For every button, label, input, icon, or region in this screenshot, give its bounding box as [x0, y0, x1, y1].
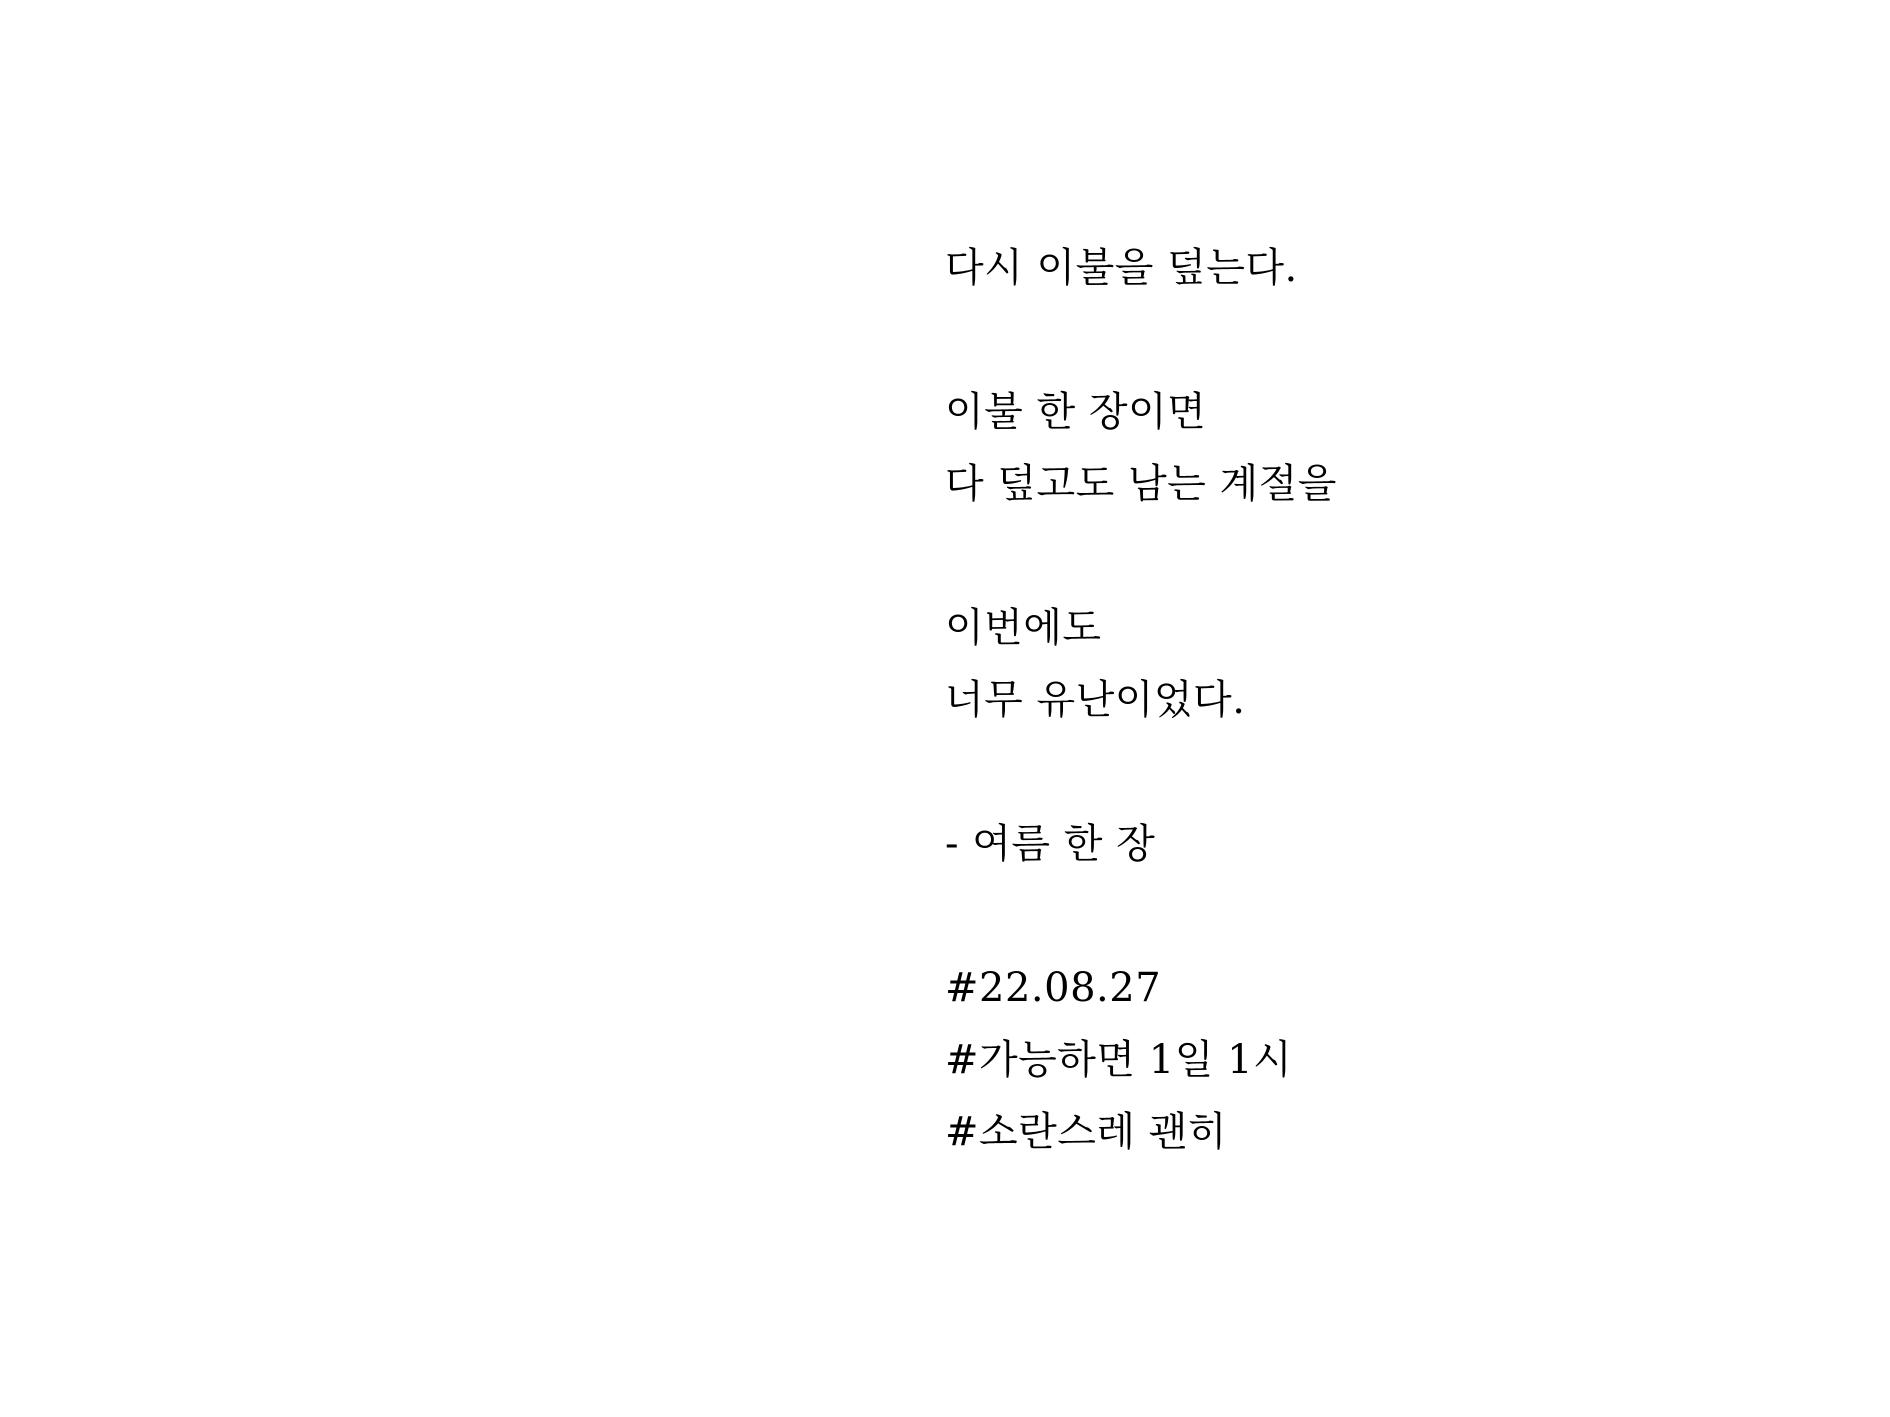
poem-line: 다 덮고도 남는 계절을 [945, 461, 1337, 507]
poem-stanza-3 [945, 592, 1337, 736]
poem-stanza-2 [945, 376, 1337, 520]
poem-stanza-1 [945, 232, 1337, 304]
poem-line: 다시 이불을 덮는다. [945, 245, 1298, 291]
poem-attribution: - 여름 한 장 [945, 821, 1156, 867]
hashtag-daily-poem: #가능하면 1일 1시 [945, 1037, 1293, 1083]
poem-line: 이불 한 장이면 [945, 389, 1207, 435]
poem-line: 너무 유난이었다. [945, 677, 1246, 723]
poem-line: 이번에도 [945, 605, 1102, 651]
hashtag-date: #22.08.27 [945, 965, 1162, 1011]
hashtag-soran: #소란스레 괜히 [945, 1109, 1228, 1155]
poem-attribution-stanza [945, 808, 1337, 880]
poem-text-block [945, 232, 1337, 1168]
hashtag-block [945, 952, 1337, 1168]
